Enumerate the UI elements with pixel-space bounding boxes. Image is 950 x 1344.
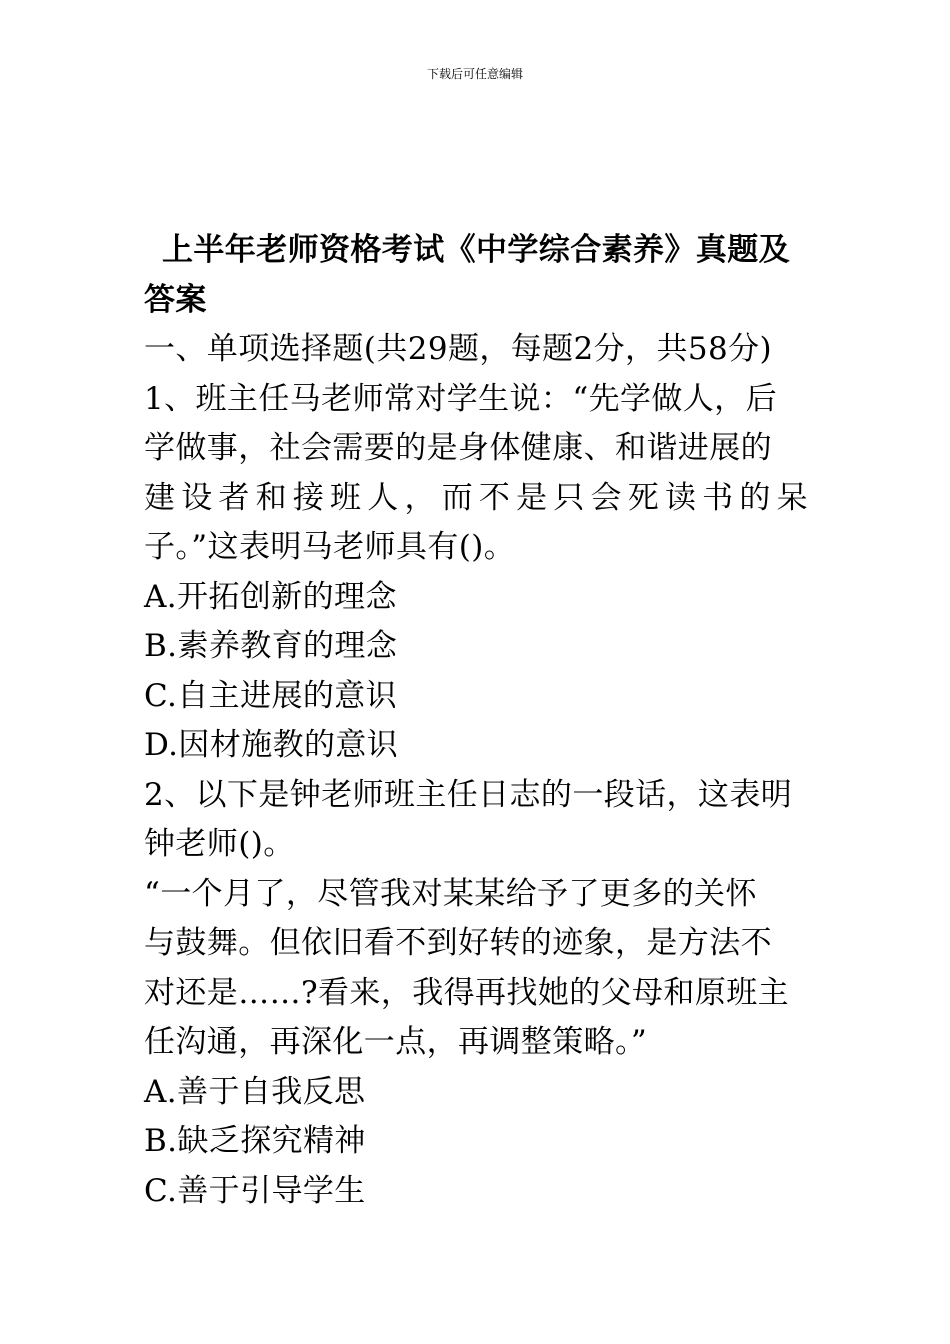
question-1-option-a: A.开拓创新的理念 xyxy=(144,578,397,615)
question-1-stem-line: 1、班主任马老师常对学生说：“先学做人，后 xyxy=(144,380,777,417)
question-2-option-a: A.善于自我反思 xyxy=(144,1073,366,1110)
question-2-quote-line: 任沟通，再深化一点，再调整策略。” xyxy=(144,1024,648,1060)
document-title-line-1: 上半年老师资格考试《中学综合素养》真题及 xyxy=(162,232,790,268)
question-2-option-b: B.缺乏探究精神 xyxy=(144,1123,366,1159)
question-1-option-c: C.自主进展的意识 xyxy=(144,677,398,714)
page-header-note: 下载后可任意编辑 xyxy=(426,67,523,81)
question-2-quote-line: “一个月了，尽管我对某某给予了更多的关怀 xyxy=(144,875,757,912)
question-1-option-b: B.素养教育的理念 xyxy=(144,628,398,664)
question-1-stem-line: 学做事，社会需要的是身体健康、和谐进展的 xyxy=(144,430,772,466)
question-1 xyxy=(144,375,808,771)
document-body xyxy=(144,226,808,1216)
question-2-stem-line: 2、以下是钟老师班主任日志的一段话，这表明 xyxy=(144,776,793,813)
question-2-option-c: C.善于引导学生 xyxy=(144,1172,366,1209)
section-heading: 一、单项选择题(共29题，每题2分，共58分) xyxy=(144,331,773,367)
question-2-quote-line: 与鼓舞。但依旧看不到好转的迹象，是方法不 xyxy=(144,925,772,961)
question-1-option-d: D.因材施教的意识 xyxy=(144,727,399,763)
question-2-quote-line: 对还是……?看来，我得再找她的父母和原班主 xyxy=(144,974,790,1011)
question-1-stem-line: 建设者和接班人，而不是只会死读书的呆 xyxy=(144,479,808,516)
question-1-stem-line: 子。”这表明马老师具有()。 xyxy=(144,529,516,565)
question-2-stem-line: 钟老师()。 xyxy=(144,826,295,862)
question-2 xyxy=(144,771,808,1217)
document-title-line-2: 答案 xyxy=(144,281,207,318)
